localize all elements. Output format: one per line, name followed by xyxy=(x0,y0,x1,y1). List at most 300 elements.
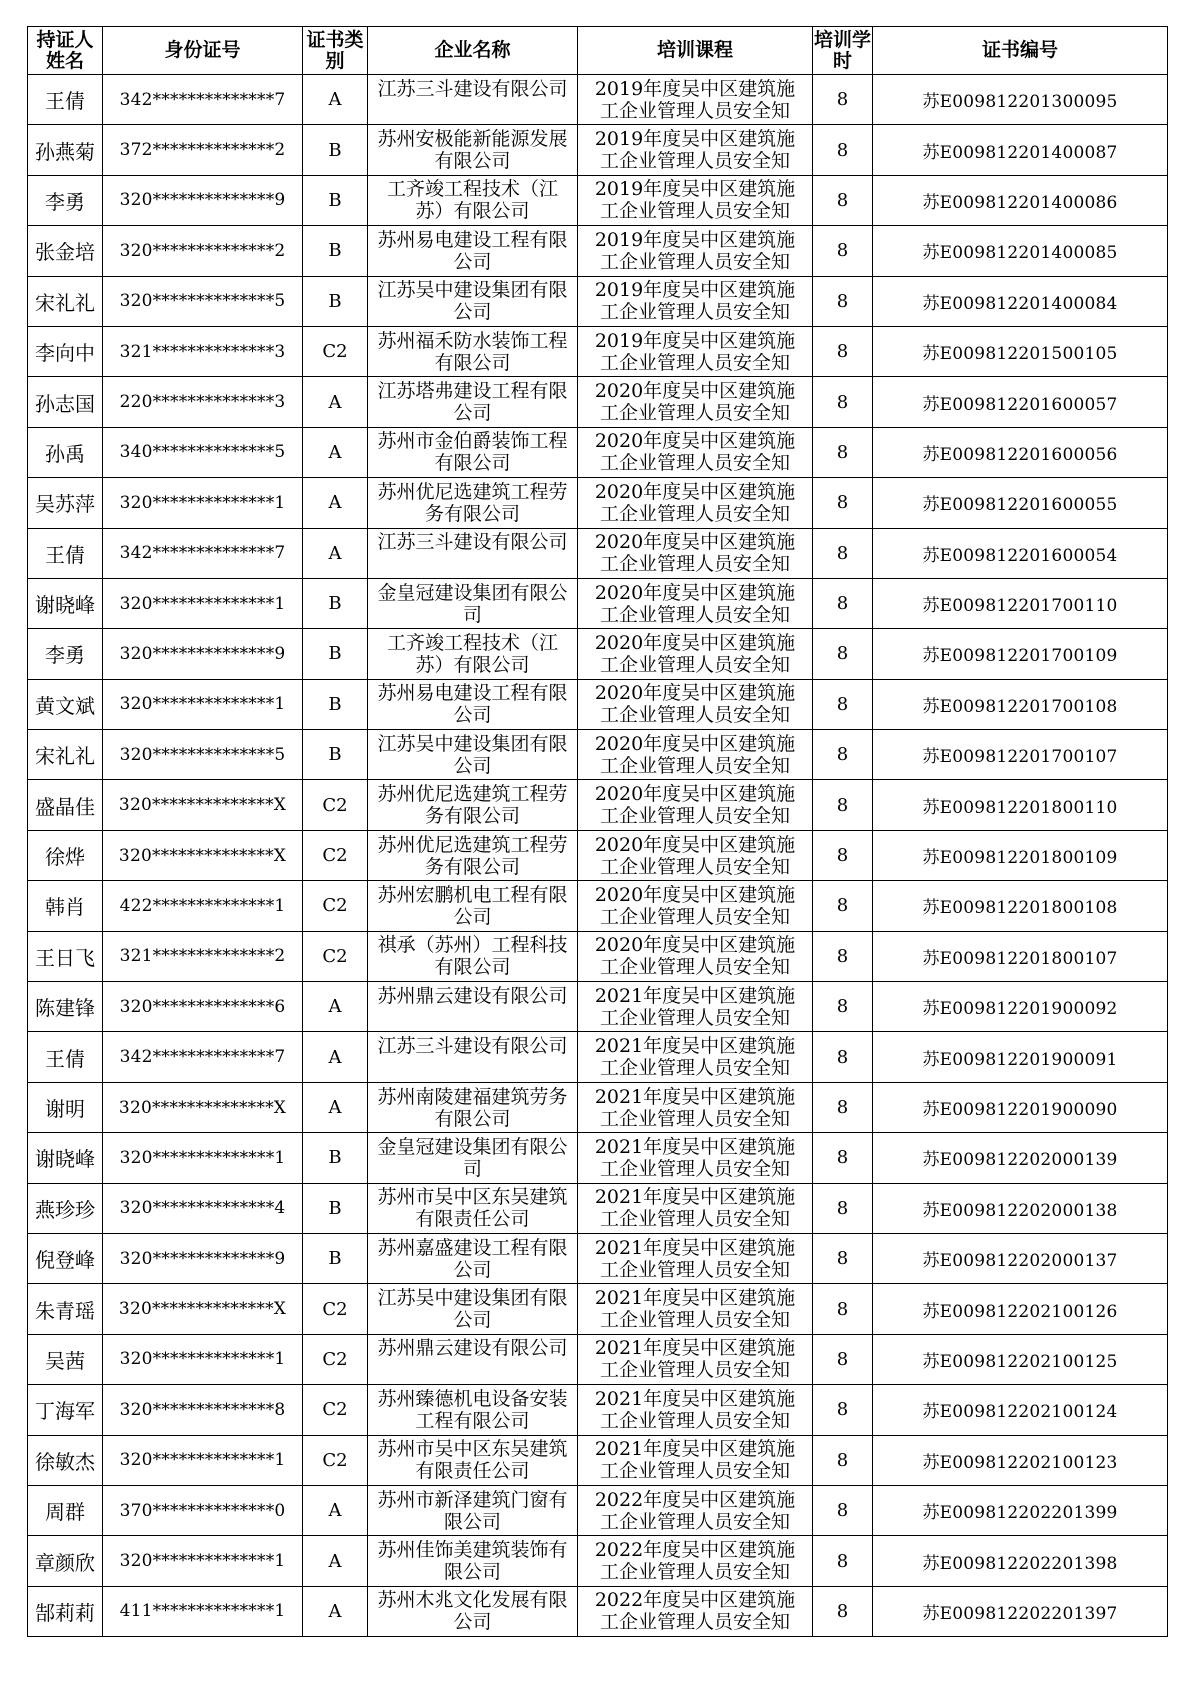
course-cell xyxy=(578,528,813,578)
id-number-cell: 340**************5 xyxy=(103,427,303,477)
table-row xyxy=(28,75,1168,125)
cert-number-cell: 苏E009812201400087 xyxy=(873,125,1168,175)
course-cell-text: 2021年度吴中区建筑施工企业管理人员安全知 xyxy=(594,1438,796,1483)
hours-cell: 8 xyxy=(813,1435,873,1485)
course-cell-text: 2020年度吴中区建筑施工企业管理人员安全知 xyxy=(594,783,796,828)
category-cell: A xyxy=(303,1485,368,1535)
id-number-cell: 320**************1 xyxy=(103,1133,303,1183)
table-row xyxy=(28,1435,1168,1485)
id-number-cell: 370**************0 xyxy=(103,1485,303,1535)
id-number-cell: 422**************1 xyxy=(103,881,303,931)
id-number-cell: 320**************1 xyxy=(103,1435,303,1485)
hours-cell: 8 xyxy=(813,1385,873,1435)
company-cell-text: 苏州市吴中区东吴建筑有限责任公司 xyxy=(377,1438,568,1483)
hours-cell: 8 xyxy=(813,125,873,175)
company-cell-text: 苏州市新泽建筑门窗有限公司 xyxy=(377,1488,568,1533)
course-cell-text: 2021年度吴中区建筑施工企业管理人员安全知 xyxy=(594,1085,796,1130)
company-cell xyxy=(368,276,578,326)
company-cell-text: 苏州鼎云建设有限公司 xyxy=(377,984,568,1007)
category-cell: A xyxy=(303,1032,368,1082)
table-row xyxy=(28,1334,1168,1384)
course-cell xyxy=(578,1082,813,1132)
category-cell: B xyxy=(303,679,368,729)
course-cell xyxy=(578,1284,813,1334)
category-cell: B xyxy=(303,730,368,780)
company-cell-text: 苏州福禾防水装饰工程有限公司 xyxy=(377,329,568,374)
hours-cell: 8 xyxy=(813,578,873,628)
course-cell-text: 2019年度吴中区建筑施工企业管理人员安全知 xyxy=(594,178,796,223)
hours-cell: 8 xyxy=(813,1536,873,1586)
id-number-cell: 320**************X xyxy=(103,830,303,880)
id-number-cell: 321**************3 xyxy=(103,326,303,376)
category-cell: A xyxy=(303,982,368,1032)
category-cell: B xyxy=(303,125,368,175)
id-number-cell: 320**************4 xyxy=(103,1183,303,1233)
table-row xyxy=(28,1284,1168,1334)
category-cell: C2 xyxy=(303,1334,368,1384)
course-cell xyxy=(578,881,813,931)
holder-name-cell: 谢明 xyxy=(28,1082,103,1132)
cert-number-cell: 苏E009812201700109 xyxy=(873,629,1168,679)
company-cell xyxy=(368,125,578,175)
cert-number-cell: 苏E009812202100123 xyxy=(873,1435,1168,1485)
course-cell-text: 2020年度吴中区建筑施工企业管理人员安全知 xyxy=(594,380,796,425)
course-cell xyxy=(578,175,813,225)
company-cell xyxy=(368,326,578,376)
company-cell xyxy=(368,427,578,477)
company-cell-text: 苏州木兆文化发展有限公司 xyxy=(377,1589,568,1634)
holder-name-cell: 李勇 xyxy=(28,175,103,225)
company-cell-text: 苏州安极能新能源发展有限公司 xyxy=(377,128,568,173)
id-number-cell: 320**************2 xyxy=(103,226,303,276)
id-number-cell: 320**************X xyxy=(103,1082,303,1132)
course-cell xyxy=(578,226,813,276)
hours-cell: 8 xyxy=(813,679,873,729)
company-cell xyxy=(368,830,578,880)
company-cell-text: 金皇冠建设集团有限公司 xyxy=(377,581,568,626)
id-number-cell: 320**************1 xyxy=(103,578,303,628)
hours-cell: 8 xyxy=(813,528,873,578)
holder-name-cell: 陈建锋 xyxy=(28,982,103,1032)
header-row xyxy=(28,27,1168,75)
table-row xyxy=(28,226,1168,276)
course-cell xyxy=(578,1485,813,1535)
cert-number-cell: 苏E009812202100124 xyxy=(873,1385,1168,1435)
course-cell xyxy=(578,1334,813,1384)
cert-number-cell: 苏E009812201800107 xyxy=(873,931,1168,981)
category-cell: B xyxy=(303,1233,368,1283)
holder-name-cell: 孙燕菊 xyxy=(28,125,103,175)
course-cell xyxy=(578,1536,813,1586)
table-row xyxy=(28,982,1168,1032)
course-cell xyxy=(578,679,813,729)
cert-number-cell: 苏E009812201800108 xyxy=(873,881,1168,931)
cert-number-cell: 苏E009812202000138 xyxy=(873,1183,1168,1233)
company-cell xyxy=(368,982,578,1032)
course-cell-text: 2022年度吴中区建筑施工企业管理人员安全知 xyxy=(594,1589,796,1634)
cert-number-cell: 苏E009812201800109 xyxy=(873,830,1168,880)
course-cell-text: 2021年度吴中区建筑施工企业管理人员安全知 xyxy=(594,1236,796,1281)
course-cell-text: 2020年度吴中区建筑施工企业管理人员安全知 xyxy=(594,883,796,928)
course-cell xyxy=(578,629,813,679)
table-row xyxy=(28,1133,1168,1183)
holder-name-cell: 倪登峰 xyxy=(28,1233,103,1283)
hours-cell: 8 xyxy=(813,830,873,880)
id-number-cell: 342**************7 xyxy=(103,528,303,578)
company-cell xyxy=(368,1435,578,1485)
hours-cell: 8 xyxy=(813,226,873,276)
course-cell xyxy=(578,427,813,477)
company-cell xyxy=(368,75,578,125)
company-cell-text: 苏州易电建设工程有限公司 xyxy=(377,682,568,727)
category-cell: A xyxy=(303,1586,368,1636)
table-row xyxy=(28,830,1168,880)
course-cell xyxy=(578,125,813,175)
category-cell: B xyxy=(303,1133,368,1183)
holder-name-cell: 孙禹 xyxy=(28,427,103,477)
company-cell-text: 工齐竣工程技术（江苏）有限公司 xyxy=(386,631,558,676)
company-cell xyxy=(368,1233,578,1283)
company-cell xyxy=(368,1032,578,1082)
hours-cell: 8 xyxy=(813,1586,873,1636)
company-cell xyxy=(368,1284,578,1334)
course-cell xyxy=(578,730,813,780)
category-cell: C2 xyxy=(303,1284,368,1334)
course-cell-text: 2019年度吴中区建筑施工企业管理人员安全知 xyxy=(594,228,796,273)
holder-name-cell: 吴茜 xyxy=(28,1334,103,1384)
course-cell-text: 2019年度吴中区建筑施工企业管理人员安全知 xyxy=(594,77,796,122)
id-number-cell: 372**************2 xyxy=(103,125,303,175)
company-cell xyxy=(368,478,578,528)
holder-name-cell: 王倩 xyxy=(28,75,103,125)
table-row xyxy=(28,780,1168,830)
id-number-cell: 320**************5 xyxy=(103,730,303,780)
company-cell xyxy=(368,226,578,276)
company-cell-text: 苏州优尼选建筑工程劳务有限公司 xyxy=(377,833,568,878)
hours-cell: 8 xyxy=(813,427,873,477)
course-cell xyxy=(578,1586,813,1636)
holder-name-cell: 宋礼礼 xyxy=(28,276,103,326)
company-cell-text: 苏州佳饰美建筑装饰有限公司 xyxy=(377,1539,568,1584)
course-cell xyxy=(578,830,813,880)
company-cell-text: 苏州市吴中区东吴建筑有限责任公司 xyxy=(377,1186,568,1231)
course-cell-text: 2021年度吴中区建筑施工企业管理人员安全知 xyxy=(594,1387,796,1432)
hours-cell: 8 xyxy=(813,1133,873,1183)
category-cell: C2 xyxy=(303,1385,368,1435)
cert-number-cell: 苏E009812201900090 xyxy=(873,1082,1168,1132)
holder-name-cell: 李勇 xyxy=(28,629,103,679)
holder-name-cell: 韩肖 xyxy=(28,881,103,931)
course-cell-text: 2021年度吴中区建筑施工企业管理人员安全知 xyxy=(594,1135,796,1180)
company-cell xyxy=(368,578,578,628)
cert-number-cell: 苏E009812201300095 xyxy=(873,75,1168,125)
header-cert-no: 证书编号 xyxy=(873,27,1168,75)
hours-cell: 8 xyxy=(813,931,873,981)
company-cell-text: 苏州市金伯爵装饰工程有限公司 xyxy=(377,430,568,475)
company-cell xyxy=(368,1536,578,1586)
course-cell-text: 2022年度吴中区建筑施工企业管理人员安全知 xyxy=(594,1539,796,1584)
course-cell-text: 2019年度吴中区建筑施工企业管理人员安全知 xyxy=(594,128,796,173)
table-row xyxy=(28,427,1168,477)
id-number-cell: 411**************1 xyxy=(103,1586,303,1636)
cert-number-cell: 苏E009812202100126 xyxy=(873,1284,1168,1334)
category-cell: A xyxy=(303,75,368,125)
company-cell-text: 苏州宏鹏机电工程有限公司 xyxy=(377,883,568,928)
hours-cell: 8 xyxy=(813,1334,873,1384)
header-category: 证书类别 xyxy=(303,27,368,75)
category-cell: B xyxy=(303,226,368,276)
course-cell-text: 2020年度吴中区建筑施工企业管理人员安全知 xyxy=(594,631,796,676)
hours-cell: 8 xyxy=(813,780,873,830)
id-number-cell: 320**************1 xyxy=(103,478,303,528)
table-row xyxy=(28,1032,1168,1082)
company-cell xyxy=(368,377,578,427)
cert-number-cell: 苏E009812202000137 xyxy=(873,1233,1168,1283)
course-cell-text: 2021年度吴中区建筑施工企业管理人员安全知 xyxy=(594,1337,796,1382)
holder-name-cell: 谢晓峰 xyxy=(28,578,103,628)
category-cell: B xyxy=(303,276,368,326)
cert-number-cell: 苏E009812201900091 xyxy=(873,1032,1168,1082)
holder-name-cell: 盛晶佳 xyxy=(28,780,103,830)
company-cell-text: 江苏三斗建设有限公司 xyxy=(377,77,568,100)
id-number-cell: 320**************1 xyxy=(103,1536,303,1586)
table-row xyxy=(28,1082,1168,1132)
course-cell-text: 2021年度吴中区建筑施工企业管理人员安全知 xyxy=(594,984,796,1029)
company-cell xyxy=(368,1082,578,1132)
company-cell xyxy=(368,881,578,931)
category-cell: C2 xyxy=(303,881,368,931)
company-cell-text: 江苏三斗建设有限公司 xyxy=(377,531,568,554)
category-cell: A xyxy=(303,528,368,578)
company-cell xyxy=(368,730,578,780)
id-number-cell: 321**************2 xyxy=(103,931,303,981)
table-row xyxy=(28,377,1168,427)
id-number-cell: 320**************8 xyxy=(103,1385,303,1435)
holder-name-cell: 王倩 xyxy=(28,1032,103,1082)
holder-name-cell: 谢晓峰 xyxy=(28,1133,103,1183)
holder-name-cell: 章颜欣 xyxy=(28,1536,103,1586)
company-cell-text: 苏州鼎云建设有限公司 xyxy=(377,1337,568,1360)
course-cell xyxy=(578,1133,813,1183)
cert-number-cell: 苏E009812201700108 xyxy=(873,679,1168,729)
header-hours: 培训学时 xyxy=(813,27,873,75)
table-row xyxy=(28,175,1168,225)
holder-name-cell: 孙志国 xyxy=(28,377,103,427)
course-cell xyxy=(578,326,813,376)
holder-name-cell: 王日飞 xyxy=(28,931,103,981)
table-row xyxy=(28,881,1168,931)
holder-name-cell: 王倩 xyxy=(28,528,103,578)
cert-number-cell: 苏E009812201400086 xyxy=(873,175,1168,225)
course-cell xyxy=(578,1032,813,1082)
hours-cell: 8 xyxy=(813,730,873,780)
hours-cell: 8 xyxy=(813,478,873,528)
cert-number-cell: 苏E009812201600056 xyxy=(873,427,1168,477)
table-row xyxy=(28,276,1168,326)
company-cell-text: 江苏吴中建设集团有限公司 xyxy=(377,1287,568,1332)
company-cell xyxy=(368,780,578,830)
table-row xyxy=(28,629,1168,679)
certificate-table xyxy=(27,26,1168,1637)
header-id: 身份证号 xyxy=(103,27,303,75)
table-row xyxy=(28,1586,1168,1636)
course-cell-text: 2022年度吴中区建筑施工企业管理人员安全知 xyxy=(594,1488,796,1533)
company-cell-text: 江苏塔弗建设工程有限公司 xyxy=(377,380,568,425)
cert-number-cell: 苏E009812201900092 xyxy=(873,982,1168,1032)
company-cell xyxy=(368,1385,578,1435)
company-cell-text: 苏州优尼选建筑工程劳务有限公司 xyxy=(377,480,568,525)
company-cell xyxy=(368,528,578,578)
category-cell: B xyxy=(303,578,368,628)
table-row xyxy=(28,679,1168,729)
cert-number-cell: 苏E009812201500105 xyxy=(873,326,1168,376)
table-row xyxy=(28,578,1168,628)
company-cell xyxy=(368,679,578,729)
course-cell-text: 2019年度吴中区建筑施工企业管理人员安全知 xyxy=(594,329,796,374)
holder-name-cell: 李向中 xyxy=(28,326,103,376)
category-cell: B xyxy=(303,1183,368,1233)
table-row xyxy=(28,1233,1168,1283)
category-cell: A xyxy=(303,1082,368,1132)
cert-number-cell: 苏E009812201400085 xyxy=(873,226,1168,276)
hours-cell: 8 xyxy=(813,326,873,376)
course-cell xyxy=(578,377,813,427)
category-cell: A xyxy=(303,1536,368,1586)
company-cell xyxy=(368,1586,578,1636)
holder-name-cell: 宋礼礼 xyxy=(28,730,103,780)
category-cell: C2 xyxy=(303,931,368,981)
company-cell-text: 江苏吴中建设集团有限公司 xyxy=(377,732,568,777)
holder-name-cell: 燕珍珍 xyxy=(28,1183,103,1233)
hours-cell: 8 xyxy=(813,1485,873,1535)
id-number-cell: 320**************5 xyxy=(103,276,303,326)
company-cell xyxy=(368,1133,578,1183)
table-row xyxy=(28,931,1168,981)
company-cell-text: 江苏三斗建设有限公司 xyxy=(377,1035,568,1058)
holder-name-cell: 张金培 xyxy=(28,226,103,276)
course-cell-text: 2019年度吴中区建筑施工企业管理人员安全知 xyxy=(594,279,796,324)
holder-name-cell: 吴苏萍 xyxy=(28,478,103,528)
category-cell: B xyxy=(303,629,368,679)
course-cell-text: 2020年度吴中区建筑施工企业管理人员安全知 xyxy=(594,833,796,878)
holder-name-cell: 徐烨 xyxy=(28,830,103,880)
hours-cell: 8 xyxy=(813,377,873,427)
company-cell-text: 金皇冠建设集团有限公司 xyxy=(377,1135,568,1180)
cert-number-cell: 苏E009812202100125 xyxy=(873,1334,1168,1384)
course-cell xyxy=(578,75,813,125)
hours-cell: 8 xyxy=(813,1082,873,1132)
course-cell-text: 2021年度吴中区建筑施工企业管理人员安全知 xyxy=(594,1186,796,1231)
company-cell xyxy=(368,1334,578,1384)
course-cell-text: 2020年度吴中区建筑施工企业管理人员安全知 xyxy=(594,732,796,777)
hours-cell: 8 xyxy=(813,175,873,225)
id-number-cell: 320**************1 xyxy=(103,679,303,729)
course-cell xyxy=(578,982,813,1032)
course-cell-text: 2020年度吴中区建筑施工企业管理人员安全知 xyxy=(594,581,796,626)
cert-number-cell: 苏E009812202201398 xyxy=(873,1536,1168,1586)
cert-number-cell: 苏E009812201600054 xyxy=(873,528,1168,578)
cert-number-cell: 苏E009812201400084 xyxy=(873,276,1168,326)
id-number-cell: 342**************7 xyxy=(103,75,303,125)
id-number-cell: 342**************7 xyxy=(103,1032,303,1082)
company-cell-text: 工齐竣工程技术（江苏）有限公司 xyxy=(386,178,558,223)
category-cell: C2 xyxy=(303,830,368,880)
company-cell-text: 江苏吴中建设集团有限公司 xyxy=(377,279,568,324)
category-cell: C2 xyxy=(303,326,368,376)
company-cell-text: 苏州易电建设工程有限公司 xyxy=(377,228,568,273)
course-cell xyxy=(578,780,813,830)
holder-name-cell: 周群 xyxy=(28,1485,103,1535)
course-cell-text: 2020年度吴中区建筑施工企业管理人员安全知 xyxy=(594,430,796,475)
hours-cell: 8 xyxy=(813,276,873,326)
company-cell-text: 苏州优尼选建筑工程劳务有限公司 xyxy=(377,783,568,828)
table-row xyxy=(28,1485,1168,1535)
company-cell-text: 祺承（苏州）工程科技有限公司 xyxy=(377,934,568,979)
table-row xyxy=(28,1536,1168,1586)
table-row xyxy=(28,478,1168,528)
table-row xyxy=(28,528,1168,578)
cert-number-cell: 苏E009812201700107 xyxy=(873,730,1168,780)
company-cell-text: 苏州嘉盛建设工程有限公司 xyxy=(377,1236,568,1281)
company-cell-text: 苏州南陵建福建筑劳务有限公司 xyxy=(377,1085,568,1130)
course-cell xyxy=(578,1233,813,1283)
id-number-cell: 320**************X xyxy=(103,1284,303,1334)
course-cell xyxy=(578,276,813,326)
id-number-cell: 320**************9 xyxy=(103,629,303,679)
id-number-cell: 320**************X xyxy=(103,780,303,830)
header-course: 培训课程 xyxy=(578,27,813,75)
cert-number-cell: 苏E009812201600055 xyxy=(873,478,1168,528)
course-cell-text: 2020年度吴中区建筑施工企业管理人员安全知 xyxy=(594,934,796,979)
course-cell xyxy=(578,478,813,528)
hours-cell: 8 xyxy=(813,982,873,1032)
category-cell: A xyxy=(303,427,368,477)
course-cell-text: 2020年度吴中区建筑施工企业管理人员安全知 xyxy=(594,682,796,727)
company-cell xyxy=(368,1485,578,1535)
header-holder: 持证人姓名 xyxy=(28,27,103,75)
id-number-cell: 320**************9 xyxy=(103,175,303,225)
course-cell-text: 2021年度吴中区建筑施工企业管理人员安全知 xyxy=(594,1287,796,1332)
course-cell xyxy=(578,1435,813,1485)
table-row xyxy=(28,1183,1168,1233)
table-row xyxy=(28,326,1168,376)
cert-number-cell: 苏E009812202000139 xyxy=(873,1133,1168,1183)
category-cell: A xyxy=(303,377,368,427)
holder-name-cell: 郜莉莉 xyxy=(28,1586,103,1636)
course-cell xyxy=(578,578,813,628)
hours-cell: 8 xyxy=(813,1032,873,1082)
hours-cell: 8 xyxy=(813,881,873,931)
hours-cell: 8 xyxy=(813,629,873,679)
company-cell-text: 苏州臻德机电设备安装工程有限公司 xyxy=(377,1387,568,1432)
holder-name-cell: 朱青瑶 xyxy=(28,1284,103,1334)
table-row xyxy=(28,125,1168,175)
category-cell: A xyxy=(303,478,368,528)
category-cell: C2 xyxy=(303,780,368,830)
category-cell: B xyxy=(303,175,368,225)
table-row xyxy=(28,1385,1168,1435)
id-number-cell: 220**************3 xyxy=(103,377,303,427)
course-cell-text: 2021年度吴中区建筑施工企业管理人员安全知 xyxy=(594,1035,796,1080)
table-row xyxy=(28,730,1168,780)
cert-number-cell: 苏E009812201700110 xyxy=(873,578,1168,628)
id-number-cell: 320**************6 xyxy=(103,982,303,1032)
category-cell: C2 xyxy=(303,1435,368,1485)
company-cell xyxy=(368,1183,578,1233)
holder-name-cell: 黄文斌 xyxy=(28,679,103,729)
hours-cell: 8 xyxy=(813,1183,873,1233)
holder-name-cell: 徐敏杰 xyxy=(28,1435,103,1485)
